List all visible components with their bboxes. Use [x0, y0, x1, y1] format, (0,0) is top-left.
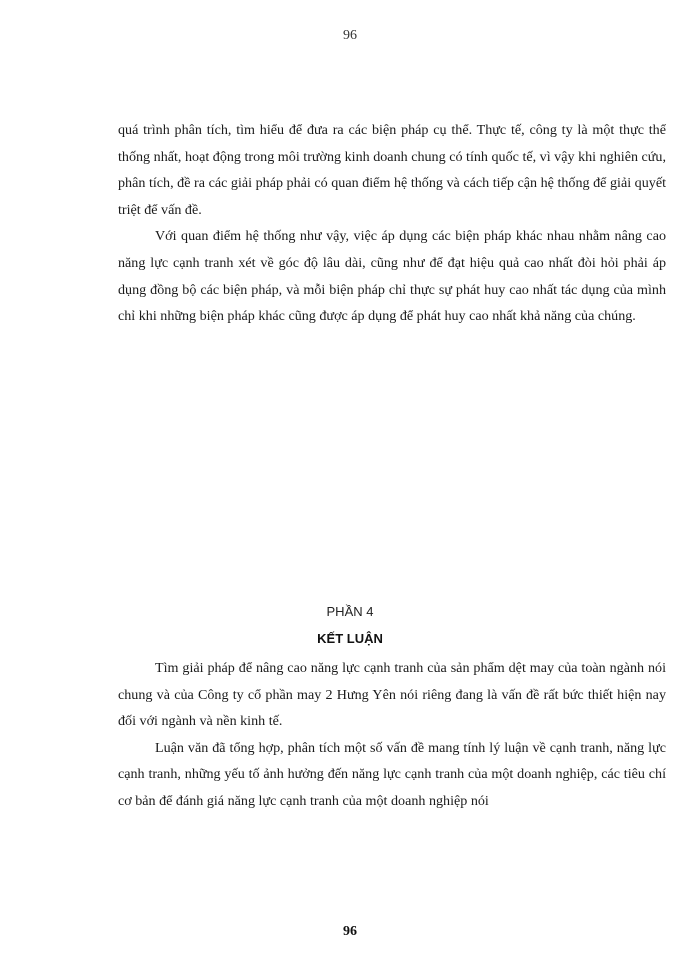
paragraph-continuation: quá trình phân tích, tìm hiểu để đưa ra các biện pháp cụ thể. Thực tế, công ty là một thực thể thống nhất, hoạt động trong môi trường kinh doanh chung có tính quốc tế, vì vậy khi nghiên cứu, phân tích, đề ra các giải pháp phải có quan điểm hệ thống và cách tiếp cận hệ thống để giải quyết triệt để vấn đề. — [118, 122, 666, 218]
part-label: PHẦN 4 — [326, 604, 374, 619]
section-title: KẾT LUẬN — [317, 631, 383, 646]
body-text — [118, 117, 666, 330]
paragraph-conclusion-1: Tìm giải pháp để nâng cao năng lực cạnh tranh của sản phẩm dệt may của toàn ngành nói chung và của Công ty cổ phần may 2 Hưng Yên nói riêng đang là vấn đề rất bức thiết hiện nay đối với ngành và nền kinh tế. — [118, 660, 666, 730]
paragraph-systems-view: Với quan điểm hệ thống như vậy, việc áp dụng các biện pháp khác nhau nhằm nâng cao năng lực cạnh tranh xét về góc độ lâu dài, cũng như để đạt hiệu quả cao nhất đòi hỏi phải áp dụng đồng bộ các biện pháp, và mỗi biện pháp chỉ thực sự phát huy cao nhất tác dụng của mình chỉ khi những biện pháp khác cũng được áp dụng để phát huy cao nhất khả năng của chúng. — [118, 228, 666, 325]
paragraph-conclusion-2: Luận văn đã tổng hợp, phân tích một số vấn đề mang tính lý luận về cạnh tranh, năng lực cạnh tranh, những yếu tố ảnh hưởng đến năng lực cạnh tranh của một doanh nghiệp, các tiêu chí cơ bản để đánh giá năng lực cạnh tranh của một doanh nghiệp nói — [118, 739, 666, 809]
conclusion-text — [118, 655, 666, 815]
page-number-header: 96 — [343, 28, 357, 43]
page-number-footer: 96 — [343, 924, 357, 939]
